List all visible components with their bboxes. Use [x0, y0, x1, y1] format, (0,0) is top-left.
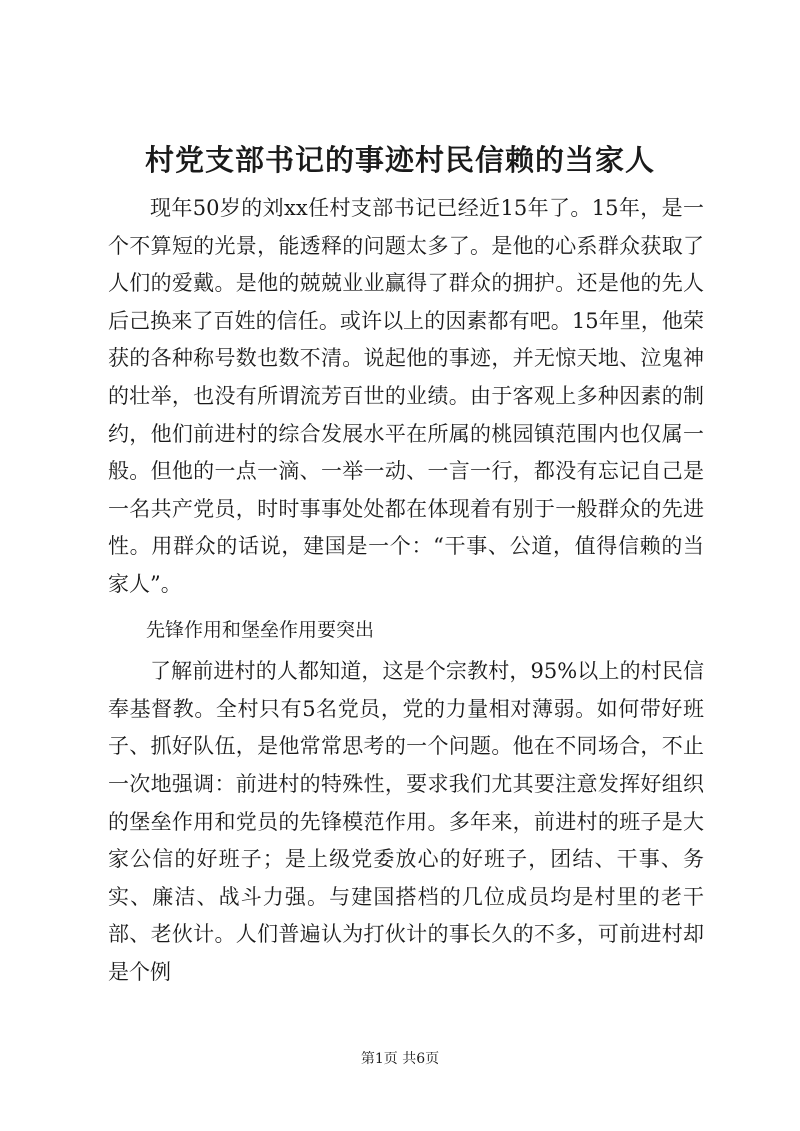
document-body: [108, 190, 704, 991]
section-heading: 先锋作用和堡垒作用要突出: [146, 618, 375, 641]
page-footer: 第1页 共6页: [360, 1051, 440, 1067]
body-paragraph: 现年50岁的刘xx任村支部书记已经近15年了。15年，是一个不算短的光景，能透释的问题太多了。是他的心系群众获取了人们的爱戴。是他的兢兢业业赢得了群众的拥护。还是他的先人后己换来了百姓的信任。或许以上的因素都有吧。15年里，他荣获的各种称号数也数不清。说起他的事迹，并无惊天地、泣鬼神的壮举，也没有所谓流芳百世的业绩。由于客观上多种因素的制约，他们前进村的综合发展水平在所属的桃园镇范围内也仅属一般。但他的一点一滴、一举一动、一言一行，都没有忘记自己是一名共产党员，时时事事处处都在体现着有别于一般群众的先进性。用群众的话说，建国是一个：“干事、公道，值得信赖的当家人”。: [108, 196, 704, 596]
document-title: 村党支部书记的事迹村民信赖的当家人: [144, 143, 655, 177]
body-paragraph: 了解前进村的人都知道，这是个宗教村，95%以上的村民信奉基督教。全村只有5名党员，党的力量相对薄弱。如何带好班子、抓好队伍，是他常常思考的一个问题。他在不同场合，不止一次地强调：前进村的特殊性，要求我们尤其要注意发挥好组织的堡垒作用和党员的先锋模范作用。多年来，前进村的班子是大家公信的好班子；是上级党委放心的好班子，团结、干事、务实、廉洁、战斗力强。与建国搭档的几位成员均是村里的老干部、老伙计。人们普遍认为打伙计的事长久的不多，可前进村却是个例: [108, 659, 704, 984]
